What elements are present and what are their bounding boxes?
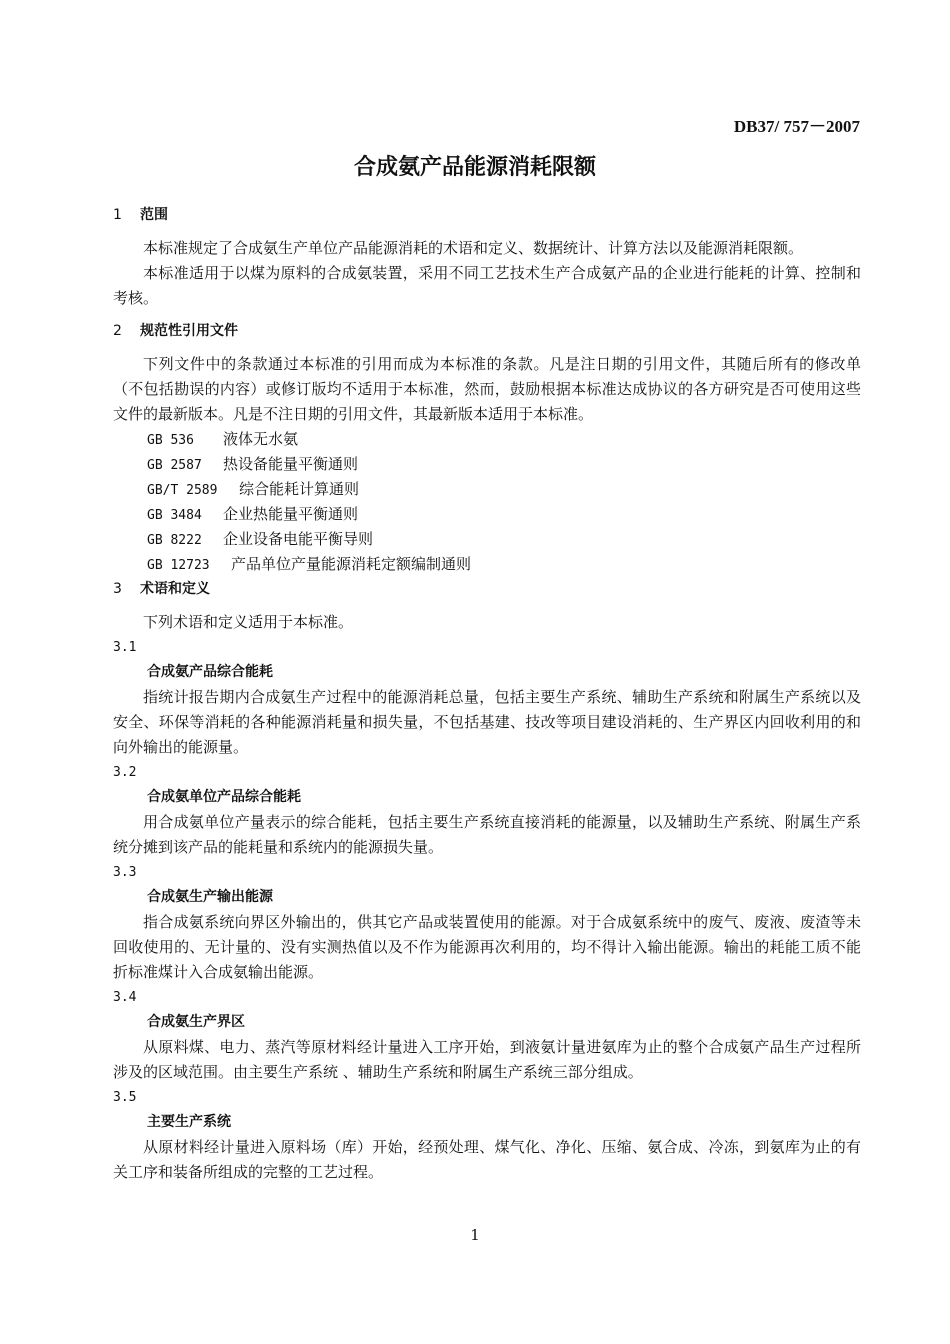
reference-title: 企业热能量平衡通则 [223,505,359,523]
section-heading-2 [113,319,861,344]
term-entry [113,860,861,985]
reference-title: 综合能耗计算通则 [239,480,360,498]
section-title: 术语和定义 [140,581,210,597]
reference-title: 热设备能量平衡通则 [223,455,359,473]
term-number: 3.2 [113,765,137,780]
reference-code: GB 3484 [147,508,202,523]
term-definition: 用合成氨单位产量表示的综合能耗，包括主要生产系统直接消耗的能源量，以及辅助生产系统、附属生产系统分摊到该产品的能耗量和系统内的能源损失量。 [113,813,861,856]
term-name: 合成氨产品综合能耗 [147,664,273,680]
term-name: 合成氨生产界区 [147,1014,245,1030]
reference-code: GB 536 [147,433,194,448]
page-number: 1 [470,1226,480,1244]
paragraph: 本标准适用于以煤为原料的合成氨装置，采用不同工艺技术生产合成氨产品的企业进行能耗的计算、控制和考核。 [113,264,861,307]
section-number: 2 [113,323,122,339]
term-number: 3.4 [113,990,137,1005]
standard-code: DB37/ 757－2007 [733,117,860,136]
reference-title: 液体无水氨 [223,430,299,448]
term-entry [113,985,861,1085]
reference-code: GB 8222 [147,533,202,548]
term-name: 主要生产系统 [147,1114,231,1130]
reference-item [113,452,861,477]
reference-item [113,477,861,502]
reference-item [113,502,861,527]
section-heading-3 [113,577,861,602]
term-number: 3.3 [113,865,137,880]
section-title: 范围 [140,207,168,223]
section-number: 1 [113,207,122,223]
term-entry [113,635,861,760]
reference-code: GB 2587 [147,458,202,473]
term-number: 3.1 [113,640,137,655]
term-entry [113,760,861,860]
term-definition: 从原料煤、电力、蒸汽等原材料经计量进入工序开始，到液氨计量进氨库为止的整个合成氨产品生产过程所涉及的区域范围。由主要生产系统 、辅助生产系统和附属生产系统三部分组成。 [113,1038,861,1081]
term-number: 3.5 [113,1090,137,1105]
section-title: 规范性引用文件 [140,323,238,339]
paragraph: 下列文件中的条款通过本标准的引用而成为本标准的条款。凡是注日期的引用文件，其随后所有的修改单（不包括勘误的内容）或修订版均不适用于本标准，然而，鼓励根据本标准达成协议的各方研究是否可使用这些文件的最新版本。凡是不注日期的引用文件，其最新版本适用于本标准。 [113,355,861,423]
term-definition: 指合成氨系统向界区外输出的，供其它产品或装置使用的能源。对于合成氨系统中的废气、废液、废渣等未回收使用的、无计量的、没有实测热值以及不作为能源再次利用的，均不得计入输出能源。输出的耗能工质不能折标准煤计入合成氨输出能源。 [113,913,861,981]
section-number: 3 [113,581,122,597]
reference-code: GB 12723 [147,558,210,573]
reference-title: 企业设备电能平衡导则 [223,530,374,548]
reference-code: GB/T 2589 [147,483,218,498]
reference-item [113,527,861,552]
reference-item [113,552,861,577]
paragraph: 下列术语和定义适用于本标准。 [143,613,354,631]
term-definition: 指统计报告期内合成氨生产过程中的能源消耗总量，包括主要生产系统、辅助生产系统和附属生产系统以及安全、环保等消耗的各种能源消耗量和损失量，不包括基建、技改等项目建设消耗的、生产界区内回收利用的和向外输出的能源量。 [113,688,861,756]
document-title: 合成氨产品能源消耗限额 [353,155,596,180]
term-name: 合成氨生产输出能源 [147,889,273,905]
term-name: 合成氨单位产品综合能耗 [147,789,301,805]
section-heading-1 [113,203,861,228]
document-body [113,203,861,1185]
term-definition: 从原材料经计量进入原料场（库）开始，经预处理、煤气化、净化、压缩、氨合成、冷冻，到氨库为止的有关工序和装备所组成的完整的工艺过程。 [113,1138,861,1181]
reference-title: 产品单位产量能源消耗定额编制通则 [231,555,472,573]
reference-item [113,427,861,452]
paragraph: 本标准规定了合成氨生产单位产品能源消耗的术语和定义、数据统计、计算方法以及能源消耗限额。 [143,239,804,257]
term-entry [113,1085,861,1185]
